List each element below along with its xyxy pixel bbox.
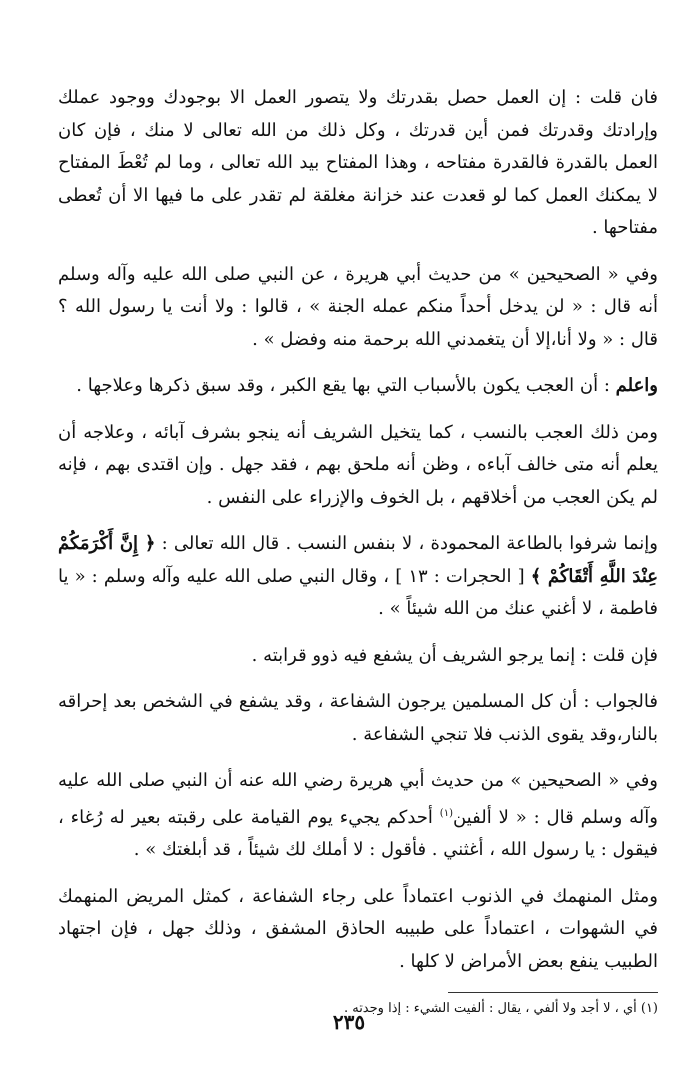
paragraph-5-after: [ الحجرات : ١٣ ] ، وقال النبي صلى الله عليه وآله وسلم : « يا فاطمة ، لا أغني عنك من الله شيئاً » . — [58, 565, 658, 619]
paragraph-3-text: : أن العجب يكون بالأسباب التي بها يقع الكبر ، وقد سبق ذكرها وعلاجها . — [76, 375, 616, 396]
paragraph-9: ومثل المنهمك في الذنوب اعتماداً على رجاء الشفاعة ، كمثل المريض المنهمك في الشهوات ، اعتماداً على طبيبه الحاذق المشفق ، وذلك جهل ، فإن اجتهاد الطبيب ينفع بعض الأمراض لا كلها . — [58, 885, 658, 972]
paragraph-3-lead: واعلم — [615, 375, 658, 396]
footnote-marker: (١) — [439, 807, 453, 819]
footnote-divider — [448, 992, 658, 993]
paragraph-3 — [58, 370, 658, 403]
paragraph-2: وفي « الصحيحين » من حديث أبي هريرة ، عن النبي صلى الله عليه وآله وسلم أنه قال : « لن يدخل أحداً منكم عمله الجنة » ، قالوا : ولا أنت يا رسول الله ؟ قال : « ولا أنا،إلا أن يتغمدني الله برحمة منه وفضل » . — [58, 263, 658, 350]
paragraph-8 — [58, 765, 658, 867]
paragraph-1: فان قلت : إن العمل حصل بقدرتك ولا يتصور العمل الا بوجودك ووجود عملك وإرادتك وقدرتك فمن أين قدرتك ، وكل ذلك من الله تعالى لا منك ، فإن كان العمل بالقدرة فالقدرة مفتاحه ، وهذا المفتاح بيد الله تعالى ، وما لم تُعْطَ المفتاح لا يمكنك العمل كما لو قعدت عند خزانة مغلقة لم تقدر على ما فيها الا أن تُعطى مفتاحها . — [58, 87, 659, 238]
paragraph-8-before: وفي « الصحيحين » من حديث أبي هريرة رضي الله عنه أن النبي صلى الله عليه وآله وسلم قال : « لا ألفين — [58, 770, 658, 828]
paragraph-5 — [58, 528, 658, 626]
paragraph-5-before: وإنما شرفوا بالطاعة المحمودة ، لا بنفس النسب . قال الله تعالى : — [155, 533, 658, 554]
paragraph-8-after: أحدكم يجيء يوم القيامة على رقبته بعير له رُغاء ، فيقول : يا رسول الله ، أغثني . فأقول : لا أملك لك شيئاً ، قد أبلغتك » . — [58, 806, 658, 860]
paragraph-7: فالجواب : أن كل المسلمين يرجون الشفاعة ، وقد يشفع في الشخص بعد إحراقه بالنار،وقد يقوى الذنب فلا تنجي الشفاعة . — [58, 691, 658, 745]
paragraph-6: فإن قلت : إنما يرجو الشريف أن يشفع فيه ذوو قرابته . — [251, 644, 658, 666]
paragraph-4: ومن ذلك العجب بالنسب ، كما يتخيل الشريف أنه ينجو بشرف آبائه ، وعلاجه أن يعلم أنه متى خالف آباءه ، وظن أنه ملحق بهم ، فقد جهل . وإن اقتدى بهم ، فإنه لم يكن العجب من أخلاقهم ، بل الخوف والإزراء على النفس . — [58, 421, 658, 508]
quran-verse: ﴿ إِنَّ أَكْرَمَكُمْ عِنْدَ اللَّهِ أَتْقَاكُمْ ﴾ — [58, 533, 659, 587]
page-number: ٢٣٥ — [332, 1010, 366, 1034]
footnote: (١) أي ، لا أجد ولا ألفي ، يقال : ألفيت الشيء : إذا وجدته . — [343, 1001, 658, 1016]
